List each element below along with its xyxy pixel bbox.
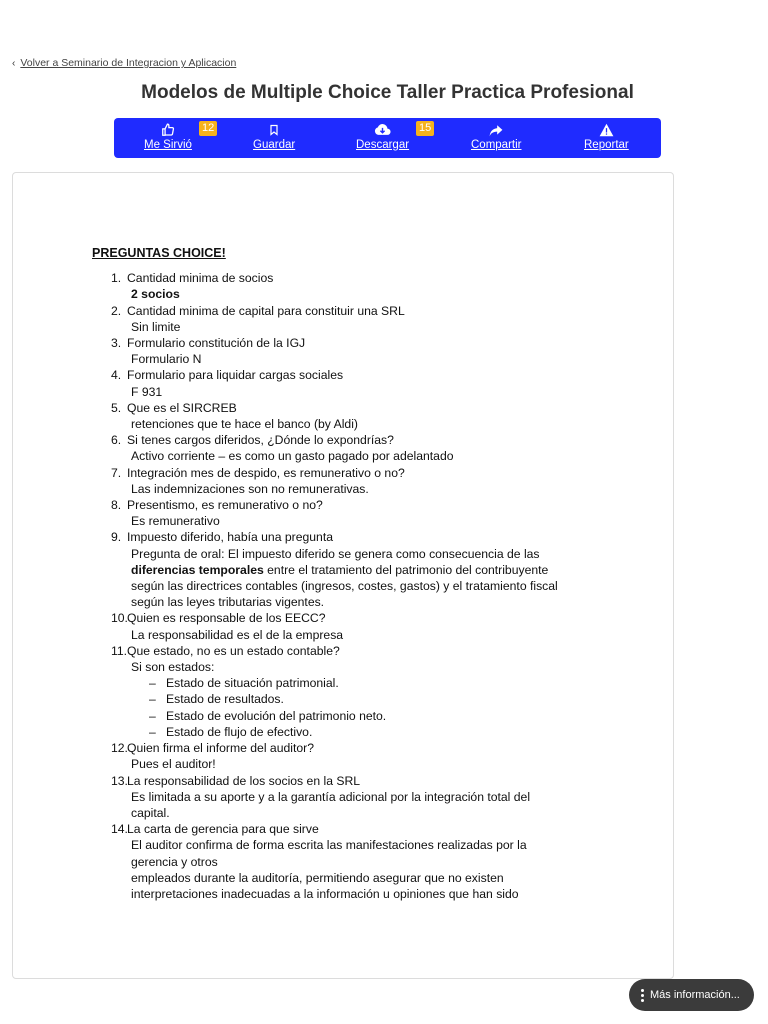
cloud-download-icon — [374, 122, 391, 138]
answer-text: Las indemnizaciones son no remunerativas. — [131, 481, 369, 496]
more-info-button[interactable] — [629, 979, 754, 1011]
more-info-label: Más información... — [650, 989, 740, 1001]
answer-text: Formulario N — [131, 352, 202, 367]
question-item: 6. Si tenes cargos diferidos, ¿Dónde lo expondrías? — [111, 433, 394, 448]
action-toolbar — [114, 118, 661, 158]
question-item: 8. Presentismo, es remunerativo o no? — [111, 498, 323, 513]
save-button[interactable] — [253, 122, 295, 151]
chevron-left-icon: ‹ — [12, 57, 16, 69]
share-icon — [489, 122, 503, 138]
answer-text: Es remunerativo — [131, 514, 220, 529]
question-item: 1. Cantidad minima de socios — [111, 271, 274, 286]
answer-text: según las directrices contables (ingresos, costes, gastos) y el tratamiento fiscal — [131, 579, 558, 594]
report-button[interactable] — [584, 122, 629, 151]
question-item: 14. La carta de gerencia para que sirve — [111, 822, 319, 837]
list-item: – Estado de evolución del patrimonio neto. — [149, 708, 652, 724]
download-label: Descargar — [356, 139, 410, 151]
answer-text: Es limitada a su aporte y a la garantía adicional por la integración total del — [131, 789, 531, 804]
answer-text: Si son estados: — [131, 660, 215, 675]
document-page — [12, 172, 674, 979]
document-heading: PREGUNTAS CHOICE! — [92, 246, 226, 260]
page-title: Modelos de Multiple Choice Taller Practica Profesional — [141, 82, 634, 103]
question-item: 12. Quien firma el informe del auditor? — [111, 741, 314, 756]
question-item: 4. Formulario para liquidar cargas sociales — [111, 368, 344, 383]
bullet-list — [92, 675, 652, 740]
list-item: – Estado de situación patrimonial. — [149, 675, 652, 691]
question-item: 9. Impuesto diferido, había una pregunta — [111, 530, 333, 545]
answer-text: Sin limite — [131, 319, 181, 334]
back-link-label: Volver a Seminario de Integracion y Aplicacion — [20, 57, 237, 69]
answer-text: retenciones que te hace el banco (by Aldi) — [131, 417, 358, 432]
download-button[interactable] — [356, 122, 409, 151]
warning-icon — [599, 122, 614, 138]
document-content — [92, 245, 652, 902]
question-item: 2. Cantidad minima de capital para constituir una SRL — [111, 303, 405, 318]
answer-text: según las leyes tributarias vigentes. — [131, 595, 325, 610]
question-item: 10. Quien es responsable de los EECC? — [111, 611, 326, 626]
answer-text: F 931 — [131, 384, 163, 399]
answer-text: interpretaciones inadecuadas a la información u opiniones que han sido — [131, 886, 519, 901]
answer-text: La responsabilidad es el de la empresa — [131, 627, 344, 642]
thumbs-up-icon — [161, 122, 175, 138]
answer-text: El auditor confirma de forma escrita las manifestaciones realizadas por la — [131, 838, 527, 853]
answer-text: Pregunta de oral: El impuesto diferido se genera como consecuencia de las diferencias temporales entre el tratamiento del patrimonio del contribuyente — [131, 546, 549, 577]
question-item: 7. Integración mes de despido, es remunerativo o no? — [111, 465, 405, 480]
answer-text: gerencia y otros — [131, 854, 218, 869]
back-link[interactable] — [12, 57, 236, 69]
like-label: Me Sirvió — [144, 139, 192, 151]
download-count-badge: 15 — [416, 121, 434, 136]
answer-text: 2 socios — [131, 287, 180, 302]
answer-text: Activo corriente – es como un gasto pagado por adelantado — [131, 449, 454, 464]
report-label: Reportar — [584, 139, 629, 151]
question-item: 11. Que estado, no es un estado contable? — [111, 643, 340, 658]
question-item: 5. Que es el SIRCREB — [111, 400, 237, 415]
like-count-badge: 12 — [199, 121, 217, 136]
question-item: 13. La responsabilidad de los socios en la SRL — [111, 773, 361, 788]
like-button[interactable] — [144, 122, 192, 151]
list-item: – Estado de resultados. — [149, 691, 652, 707]
answer-text: empleados durante la auditoría, permitiendo asegurar que no existen — [131, 870, 504, 885]
list-item: – Estado de flujo de efectivo. — [149, 724, 652, 740]
bookmark-icon — [268, 122, 280, 138]
more-vertical-icon — [641, 989, 644, 1002]
answer-text: Pues el auditor! — [131, 757, 216, 772]
share-label: Compartir — [471, 139, 522, 151]
question-item: 3. Formulario constitución de la IGJ — [111, 336, 306, 351]
save-label: Guardar — [253, 139, 296, 151]
share-button[interactable] — [471, 122, 521, 151]
answer-text: capital. — [131, 805, 170, 820]
